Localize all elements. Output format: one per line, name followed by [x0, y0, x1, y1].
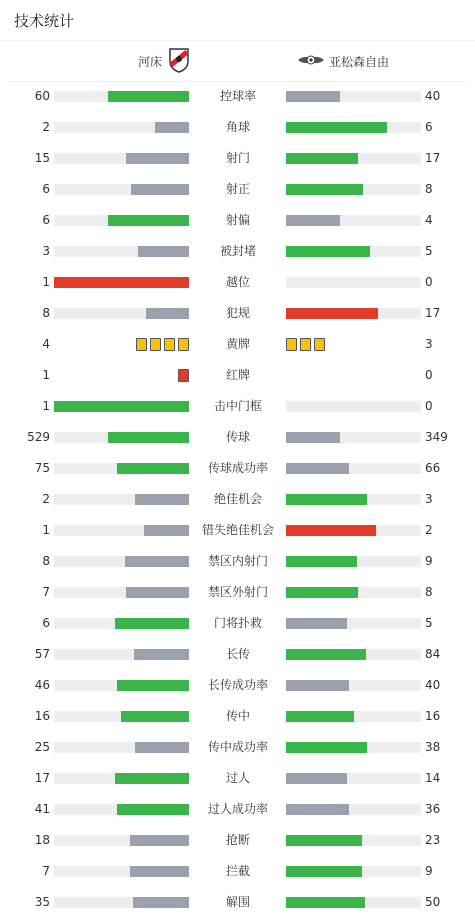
home-value: 57 — [34, 647, 50, 661]
home-bar-fill — [134, 649, 189, 660]
stat-label: 过人成功率 — [207, 802, 268, 816]
home-value: 6 — [42, 182, 50, 196]
home-bar-track — [54, 866, 189, 877]
home-value: 6 — [42, 616, 50, 630]
home-bar-fill — [125, 556, 189, 567]
home-bar-fill — [115, 773, 189, 784]
home-value: 2 — [42, 120, 50, 134]
away-value: 4 — [425, 213, 433, 227]
away-bar-track — [286, 91, 421, 102]
away-value: 84 — [425, 647, 441, 661]
stat-row — [0, 639, 475, 670]
away-value: 40 — [425, 89, 441, 103]
away-value: 9 — [425, 864, 433, 878]
away-bar-fill — [286, 742, 367, 753]
home-bar-fill — [131, 184, 189, 195]
yellow-card-icon — [314, 338, 325, 351]
home-bar-fill — [108, 432, 189, 443]
away-bar-fill — [286, 91, 340, 102]
yellow-card-icon — [164, 338, 175, 351]
home-bar-track — [54, 525, 189, 536]
home-bar-fill — [117, 463, 189, 474]
away-bar-fill — [286, 711, 354, 722]
away-value: 6 — [425, 120, 433, 134]
home-bar-track — [54, 804, 189, 815]
stat-row — [0, 577, 475, 608]
away-bar-track — [286, 773, 421, 784]
stat-row — [0, 360, 475, 391]
stat-row — [0, 670, 475, 701]
home-value: 7 — [42, 585, 50, 599]
away-value: 349 — [425, 430, 448, 444]
away-bar-track — [286, 649, 421, 660]
stat-row — [0, 794, 475, 825]
home-bar-track — [54, 432, 189, 443]
away-bar-fill — [286, 215, 340, 226]
yellow-card-icon — [286, 338, 297, 351]
away-bar-fill — [286, 184, 363, 195]
home-value: 16 — [34, 709, 50, 723]
home-bar-track — [54, 184, 189, 195]
home-bar-track — [54, 897, 189, 908]
home-bar-track — [54, 91, 189, 102]
away-value: 2 — [425, 523, 433, 537]
home-cards — [178, 369, 189, 382]
stat-row — [0, 329, 475, 360]
away-bar-track — [286, 463, 421, 474]
home-bar-fill — [126, 587, 189, 598]
away-bar-fill — [286, 649, 366, 660]
away-bar-track — [286, 587, 421, 598]
home-value: 41 — [34, 802, 50, 816]
stat-label: 越位 — [225, 275, 250, 289]
stat-label: 禁区外射门 — [207, 585, 268, 599]
home-bar-fill — [138, 246, 189, 257]
away-bar-track — [286, 618, 421, 629]
stat-label: 射正 — [225, 182, 250, 196]
stat-row — [0, 236, 475, 267]
home-bar-fill — [108, 91, 189, 102]
home-bar-fill — [135, 742, 189, 753]
home-bar-fill — [130, 866, 189, 877]
stat-row — [0, 732, 475, 763]
away-value: 0 — [425, 368, 433, 382]
away-team-name: 亚松森自由 — [329, 54, 390, 69]
away-value: 3 — [425, 337, 433, 351]
home-value: 18 — [34, 833, 50, 847]
stat-label: 犯规 — [225, 306, 250, 320]
home-value: 6 — [42, 213, 50, 227]
stat-label: 黄牌 — [225, 337, 250, 351]
away-bar-fill — [286, 494, 367, 505]
home-value: 1 — [42, 368, 50, 382]
yellow-card-icon — [136, 338, 147, 351]
away-bar-track — [286, 277, 421, 288]
stat-row — [0, 205, 475, 236]
away-bar-track — [286, 122, 421, 133]
stat-row — [0, 515, 475, 546]
home-value: 46 — [34, 678, 50, 692]
stat-row — [0, 174, 475, 205]
stat-label: 绝佳机会 — [213, 492, 262, 506]
stat-label: 过人 — [225, 771, 250, 785]
yellow-card-icon — [300, 338, 311, 351]
home-value: 25 — [34, 740, 50, 754]
stat-row — [0, 763, 475, 794]
away-bar-fill — [286, 618, 347, 629]
away-value: 8 — [425, 182, 433, 196]
away-value: 36 — [425, 802, 441, 816]
away-bar-fill — [286, 866, 362, 877]
away-value: 40 — [425, 678, 441, 692]
home-value: 2 — [42, 492, 50, 506]
away-bar-fill — [286, 804, 349, 815]
away-bar-track — [286, 711, 421, 722]
title-bar — [0, 0, 475, 41]
stat-label: 门将扑救 — [213, 616, 262, 630]
away-bar-fill — [286, 587, 358, 598]
stat-label: 红牌 — [225, 368, 250, 382]
stat-label: 拦截 — [225, 864, 250, 878]
home-bar-fill — [108, 215, 189, 226]
away-bar-track — [286, 897, 421, 908]
stat-label: 错失绝佳机会 — [201, 523, 274, 537]
home-value: 8 — [42, 554, 50, 568]
away-value: 14 — [425, 771, 441, 785]
away-bar-fill — [286, 773, 347, 784]
home-value: 17 — [34, 771, 50, 785]
stat-label: 击中门框 — [213, 399, 262, 413]
red-card-icon — [178, 369, 189, 382]
away-bar-track — [286, 432, 421, 443]
yellow-card-icon — [150, 338, 161, 351]
libertad-crest-icon — [297, 53, 325, 70]
away-bar-fill — [286, 308, 378, 319]
away-bar-fill — [286, 680, 349, 691]
home-bar-track — [54, 618, 189, 629]
stat-row — [0, 453, 475, 484]
away-value: 0 — [425, 399, 433, 413]
away-bar-fill — [286, 897, 365, 908]
away-value: 23 — [425, 833, 441, 847]
home-value: 1 — [42, 399, 50, 413]
away-value: 66 — [425, 461, 441, 475]
home-bar-fill — [117, 680, 189, 691]
home-bar-track — [54, 556, 189, 567]
away-bar-track — [286, 804, 421, 815]
away-bar-fill — [286, 463, 349, 474]
home-bar-fill — [133, 897, 189, 908]
away-bar-track — [286, 525, 421, 536]
home-bar-track — [54, 246, 189, 257]
home-bar-track — [54, 153, 189, 164]
away-value: 5 — [425, 244, 433, 258]
home-value: 1 — [42, 523, 50, 537]
stat-label: 角球 — [225, 120, 250, 134]
away-value: 8 — [425, 585, 433, 599]
stat-row — [0, 701, 475, 732]
away-cards — [286, 338, 325, 351]
home-bar-track — [54, 463, 189, 474]
away-bar-track — [286, 494, 421, 505]
away-bar-fill — [286, 835, 362, 846]
home-bar-fill — [117, 804, 189, 815]
home-value: 35 — [34, 895, 50, 909]
home-bar-fill — [115, 618, 189, 629]
home-bar-fill — [146, 308, 189, 319]
stat-label: 传球 — [225, 430, 250, 444]
stat-row — [0, 267, 475, 298]
stat-row — [0, 298, 475, 329]
home-value: 15 — [34, 151, 50, 165]
home-value: 8 — [42, 306, 50, 320]
home-bar-fill — [155, 122, 189, 133]
stat-label: 解围 — [225, 895, 250, 909]
stat-label: 长传 — [225, 647, 250, 661]
home-bar-fill — [144, 525, 189, 536]
home-bar-fill — [54, 401, 189, 412]
home-bar-track — [54, 277, 189, 288]
stat-label: 传中成功率 — [207, 740, 268, 754]
stat-label: 抢断 — [225, 833, 250, 847]
home-bar-track — [54, 587, 189, 598]
home-bar-track — [54, 401, 189, 412]
home-bar-track — [54, 711, 189, 722]
home-bar-fill — [135, 494, 189, 505]
away-bar-track — [286, 401, 421, 412]
stat-row — [0, 546, 475, 577]
away-bar-track — [286, 246, 421, 257]
away-bar-track — [286, 153, 421, 164]
home-bar-track — [54, 215, 189, 226]
home-value: 529 — [27, 430, 50, 444]
stat-row — [0, 112, 475, 143]
stat-row — [0, 422, 475, 453]
home-bar-track — [54, 308, 189, 319]
home-bar-track — [54, 122, 189, 133]
home-team[interactable] — [138, 41, 190, 81]
home-value: 4 — [42, 337, 50, 351]
away-value: 38 — [425, 740, 441, 754]
stat-row — [0, 825, 475, 856]
away-value: 16 — [425, 709, 441, 723]
team-header — [8, 41, 466, 82]
home-bar-fill — [130, 835, 189, 846]
away-bar-track — [286, 556, 421, 567]
away-bar-fill — [286, 153, 358, 164]
away-bar-fill — [286, 432, 340, 443]
stat-label: 射偏 — [225, 213, 250, 227]
away-bar-fill — [286, 122, 387, 133]
home-bar-fill — [54, 277, 189, 288]
away-value: 3 — [425, 492, 433, 506]
away-team[interactable] — [291, 41, 389, 81]
stat-label: 传球成功率 — [207, 461, 268, 475]
home-bar-track — [54, 835, 189, 846]
stat-row — [0, 81, 475, 112]
away-bar-track — [286, 680, 421, 691]
river-plate-crest-icon — [168, 47, 190, 76]
away-bar-track — [286, 742, 421, 753]
home-cards — [136, 338, 189, 351]
home-value: 60 — [34, 89, 50, 103]
home-bar-track — [54, 649, 189, 660]
home-bar-fill — [126, 153, 189, 164]
away-value: 50 — [425, 895, 441, 909]
stat-label: 禁区内射门 — [207, 554, 268, 568]
away-bar-fill — [286, 246, 370, 257]
away-bar-fill — [286, 556, 357, 567]
home-value: 1 — [42, 275, 50, 289]
away-bar-track — [286, 184, 421, 195]
home-team-name: 河床 — [138, 54, 163, 69]
stat-row — [0, 143, 475, 174]
away-value: 5 — [425, 616, 433, 630]
away-value: 0 — [425, 275, 433, 289]
away-bar-track — [286, 215, 421, 226]
home-value: 7 — [42, 864, 50, 878]
stat-label: 长传成功率 — [207, 678, 268, 692]
stat-row — [0, 391, 475, 422]
home-bar-track — [54, 494, 189, 505]
stat-row — [0, 856, 475, 887]
away-bar-track — [286, 308, 421, 319]
home-bar-track — [54, 773, 189, 784]
home-value: 75 — [34, 461, 50, 475]
stat-label: 控球率 — [219, 89, 256, 103]
stat-row — [0, 608, 475, 639]
away-bar-track — [286, 835, 421, 846]
away-value: 17 — [425, 306, 441, 320]
away-value: 9 — [425, 554, 433, 568]
home-bar-track — [54, 742, 189, 753]
stat-row — [0, 484, 475, 515]
stat-label: 被封堵 — [219, 244, 256, 258]
yellow-card-icon — [178, 338, 189, 351]
stat-label: 传中 — [225, 709, 250, 723]
away-bar-track — [286, 866, 421, 877]
stat-row — [0, 887, 475, 918]
stat-label: 射门 — [225, 151, 250, 165]
home-bar-fill — [121, 711, 189, 722]
away-value: 17 — [425, 151, 441, 165]
page-title: 技术统计 — [14, 12, 75, 30]
away-bar-fill — [286, 525, 376, 536]
home-value: 3 — [42, 244, 50, 258]
home-bar-track — [54, 680, 189, 691]
